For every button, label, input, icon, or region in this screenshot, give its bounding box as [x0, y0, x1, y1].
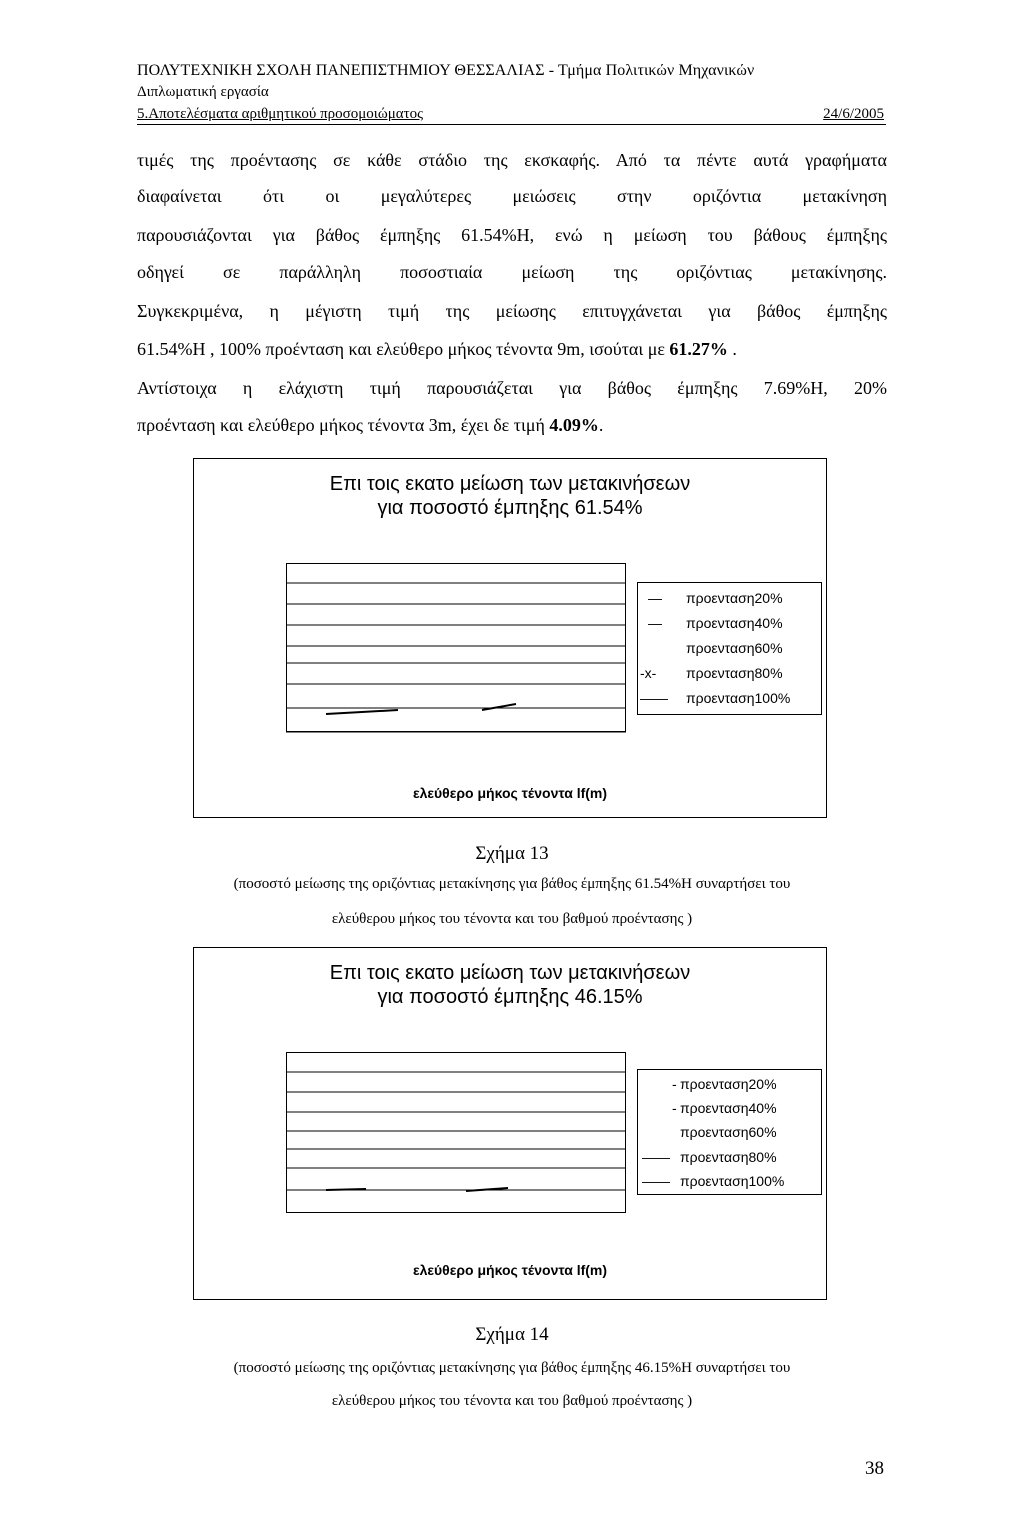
chart-1-legend-marker: — — [648, 590, 662, 606]
body-line-6 — [137, 339, 887, 360]
body-line-7: Αντίστοιχα η ελάχιστη τιμή παρουσιάζεται για βάθος έμπηξης 7.69%Η, 20% — [137, 378, 887, 398]
chart-2-title-line-2: για ποσοστό έμπηξης 46.15% — [377, 986, 643, 1008]
body-line-5: Συγκεκριμένα, η μέγιστη τιμή της μείωσης επιτυγχάνεται για βάθος έμπηξης — [137, 301, 887, 321]
figure-13-description-line-2: ελεύθερου μήκος του τένοντα και του βαθμού προέντασης ) — [331, 911, 693, 927]
body-line-8 — [137, 415, 887, 436]
chart-1-title — [193, 472, 827, 520]
chart-1-legend-item-80 — [640, 664, 783, 682]
figure-14-caption: Σχήμα 14 — [475, 1324, 549, 1345]
chart-2-plot — [286, 1052, 628, 1215]
chart-2-legend-label: προενταση60% — [680, 1124, 777, 1140]
header-document-type: Διπλωματική εργασία — [137, 84, 269, 100]
chart-2-legend-label: προενταση40% — [680, 1100, 777, 1116]
body-line-2: διαφαίνεται ότι οι μεγαλύτερες μειώσεις στην οριζόντια μετακίνηση — [137, 186, 887, 206]
chart-1-legend-marker: -x- — [640, 665, 657, 681]
chart-1-legend-item-100 — [640, 689, 791, 707]
chart-2-title-line-1: Επι τοις εκατο μείωση των μετακινήσεων — [329, 962, 691, 984]
figure-14-description-line-1: (ποσοστό μείωσης της οριζόντιας μετακίνησης για βάθος έμπηξης 46.15%Η συναρτήσει του — [233, 1360, 791, 1376]
chart-2-legend-marker: - — [672, 1100, 677, 1116]
body-line-4: οδηγεί σε παράλληλη ποσοστιαία μείωση της οριζόντιας μετακίνησης. — [137, 262, 887, 282]
chart-1-plot — [286, 563, 628, 734]
body-line-8-text: προένταση και ελεύθερο μήκος τένοντα 3m, έχει δε τιμή — [137, 415, 550, 435]
figure-14-description-line-2: ελεύθερου μήκος του τένοντα και του βαθμού προέντασης ) — [331, 1393, 693, 1409]
body-line-8-end: . — [598, 415, 604, 435]
chart-2-plot-area — [287, 1053, 626, 1213]
chart-1-legend-label: προενταση20% — [686, 590, 783, 606]
chart-1-legend-label: προενταση60% — [686, 640, 783, 656]
chart-2-legend-label: προενταση20% — [680, 1076, 777, 1092]
figure-13-description-line-1: (ποσοστό μείωσης της οριζόντιας μετακίνησης για βάθος έμπηξης 61.54%Η συναρτήσει του — [233, 876, 791, 892]
header-section: 5.Αποτελέσματα αριθμητικού προσομοιώματος — [137, 106, 424, 122]
chart-1-title-line-1: Επι τοις εκατο μείωση των μετακινήσεων — [329, 473, 691, 495]
chart-2-legend-marker: —— — [642, 1173, 670, 1189]
header-institution: ΠΟΛΥΤΕΧΝΙΚΗ ΣΧΟΛΗ ΠΑΝΕΠΙΣΤΗΜΙΟΥ ΘΕΣΣΑΛΙΑΣ - Τμήμα Πολιτικών Μηχανικών — [137, 62, 755, 79]
body-line-1: τιμές της προέντασης σε κάθε στάδιο της εκσκαφής. Από τα πέντε αυτά γραφήματα — [137, 150, 887, 170]
chart-2-legend — [637, 1069, 822, 1195]
body-line-3: παρουσιάζονται για βάθος έμπηξης 61.54%Η, ενώ η μείωση του βάθους έμπηξης — [137, 225, 887, 245]
chart-2-series-line — [326, 1189, 366, 1190]
chart-1-plot-area — [287, 564, 626, 732]
chart-2-legend-item-100 — [642, 1172, 785, 1190]
chart-1-legend — [637, 582, 822, 715]
chart-2-legend-marker: —— — [642, 1149, 670, 1165]
figure-13-caption: Σχήμα 13 — [475, 843, 549, 864]
header-rule — [137, 124, 886, 125]
chart-2-x-axis-label: ελεύθερο μήκος τένοντα lf(m) — [412, 1262, 608, 1278]
chart-1-legend-label: προενταση80% — [686, 665, 783, 681]
chart-1-legend-label: προενταση40% — [686, 615, 783, 631]
chart-1-title-line-2: για ποσοστό έμπηξης 61.54% — [377, 497, 643, 519]
body-line-6-text: 61.54%Η , 100% προένταση και ελεύθερο μήκος τένοντα 9m, ισούται με — [137, 339, 670, 359]
min-reduction-value: 4.09% — [549, 415, 599, 435]
max-reduction-value: 61.27% — [669, 339, 728, 359]
chart-1-legend-marker: —— — [640, 690, 668, 706]
chart-2-legend-item-40 — [672, 1099, 777, 1117]
chart-1-legend-item-20 — [648, 589, 783, 607]
chart-1-x-axis-label: ελεύθερο μήκος τένοντα lf(m) — [412, 785, 608, 801]
chart-2-legend-label: προενταση80% — [680, 1149, 777, 1165]
chart-1-legend-label: προενταση100% — [686, 690, 791, 706]
chart-2-legend-label: προενταση100% — [680, 1173, 785, 1189]
chart-1-legend-item-40 — [648, 614, 783, 632]
chart-2-legend-item-80 — [642, 1148, 777, 1166]
header-date: 24/6/2005 — [823, 106, 884, 122]
body-line-6-end: . — [727, 339, 737, 359]
chart-2-legend-item-20 — [672, 1075, 777, 1093]
chart-1-legend-marker: — — [648, 615, 662, 631]
chart-2-title — [193, 961, 827, 1009]
chart-2-legend-marker: - — [672, 1076, 677, 1092]
page-number: 38 — [865, 1458, 884, 1479]
